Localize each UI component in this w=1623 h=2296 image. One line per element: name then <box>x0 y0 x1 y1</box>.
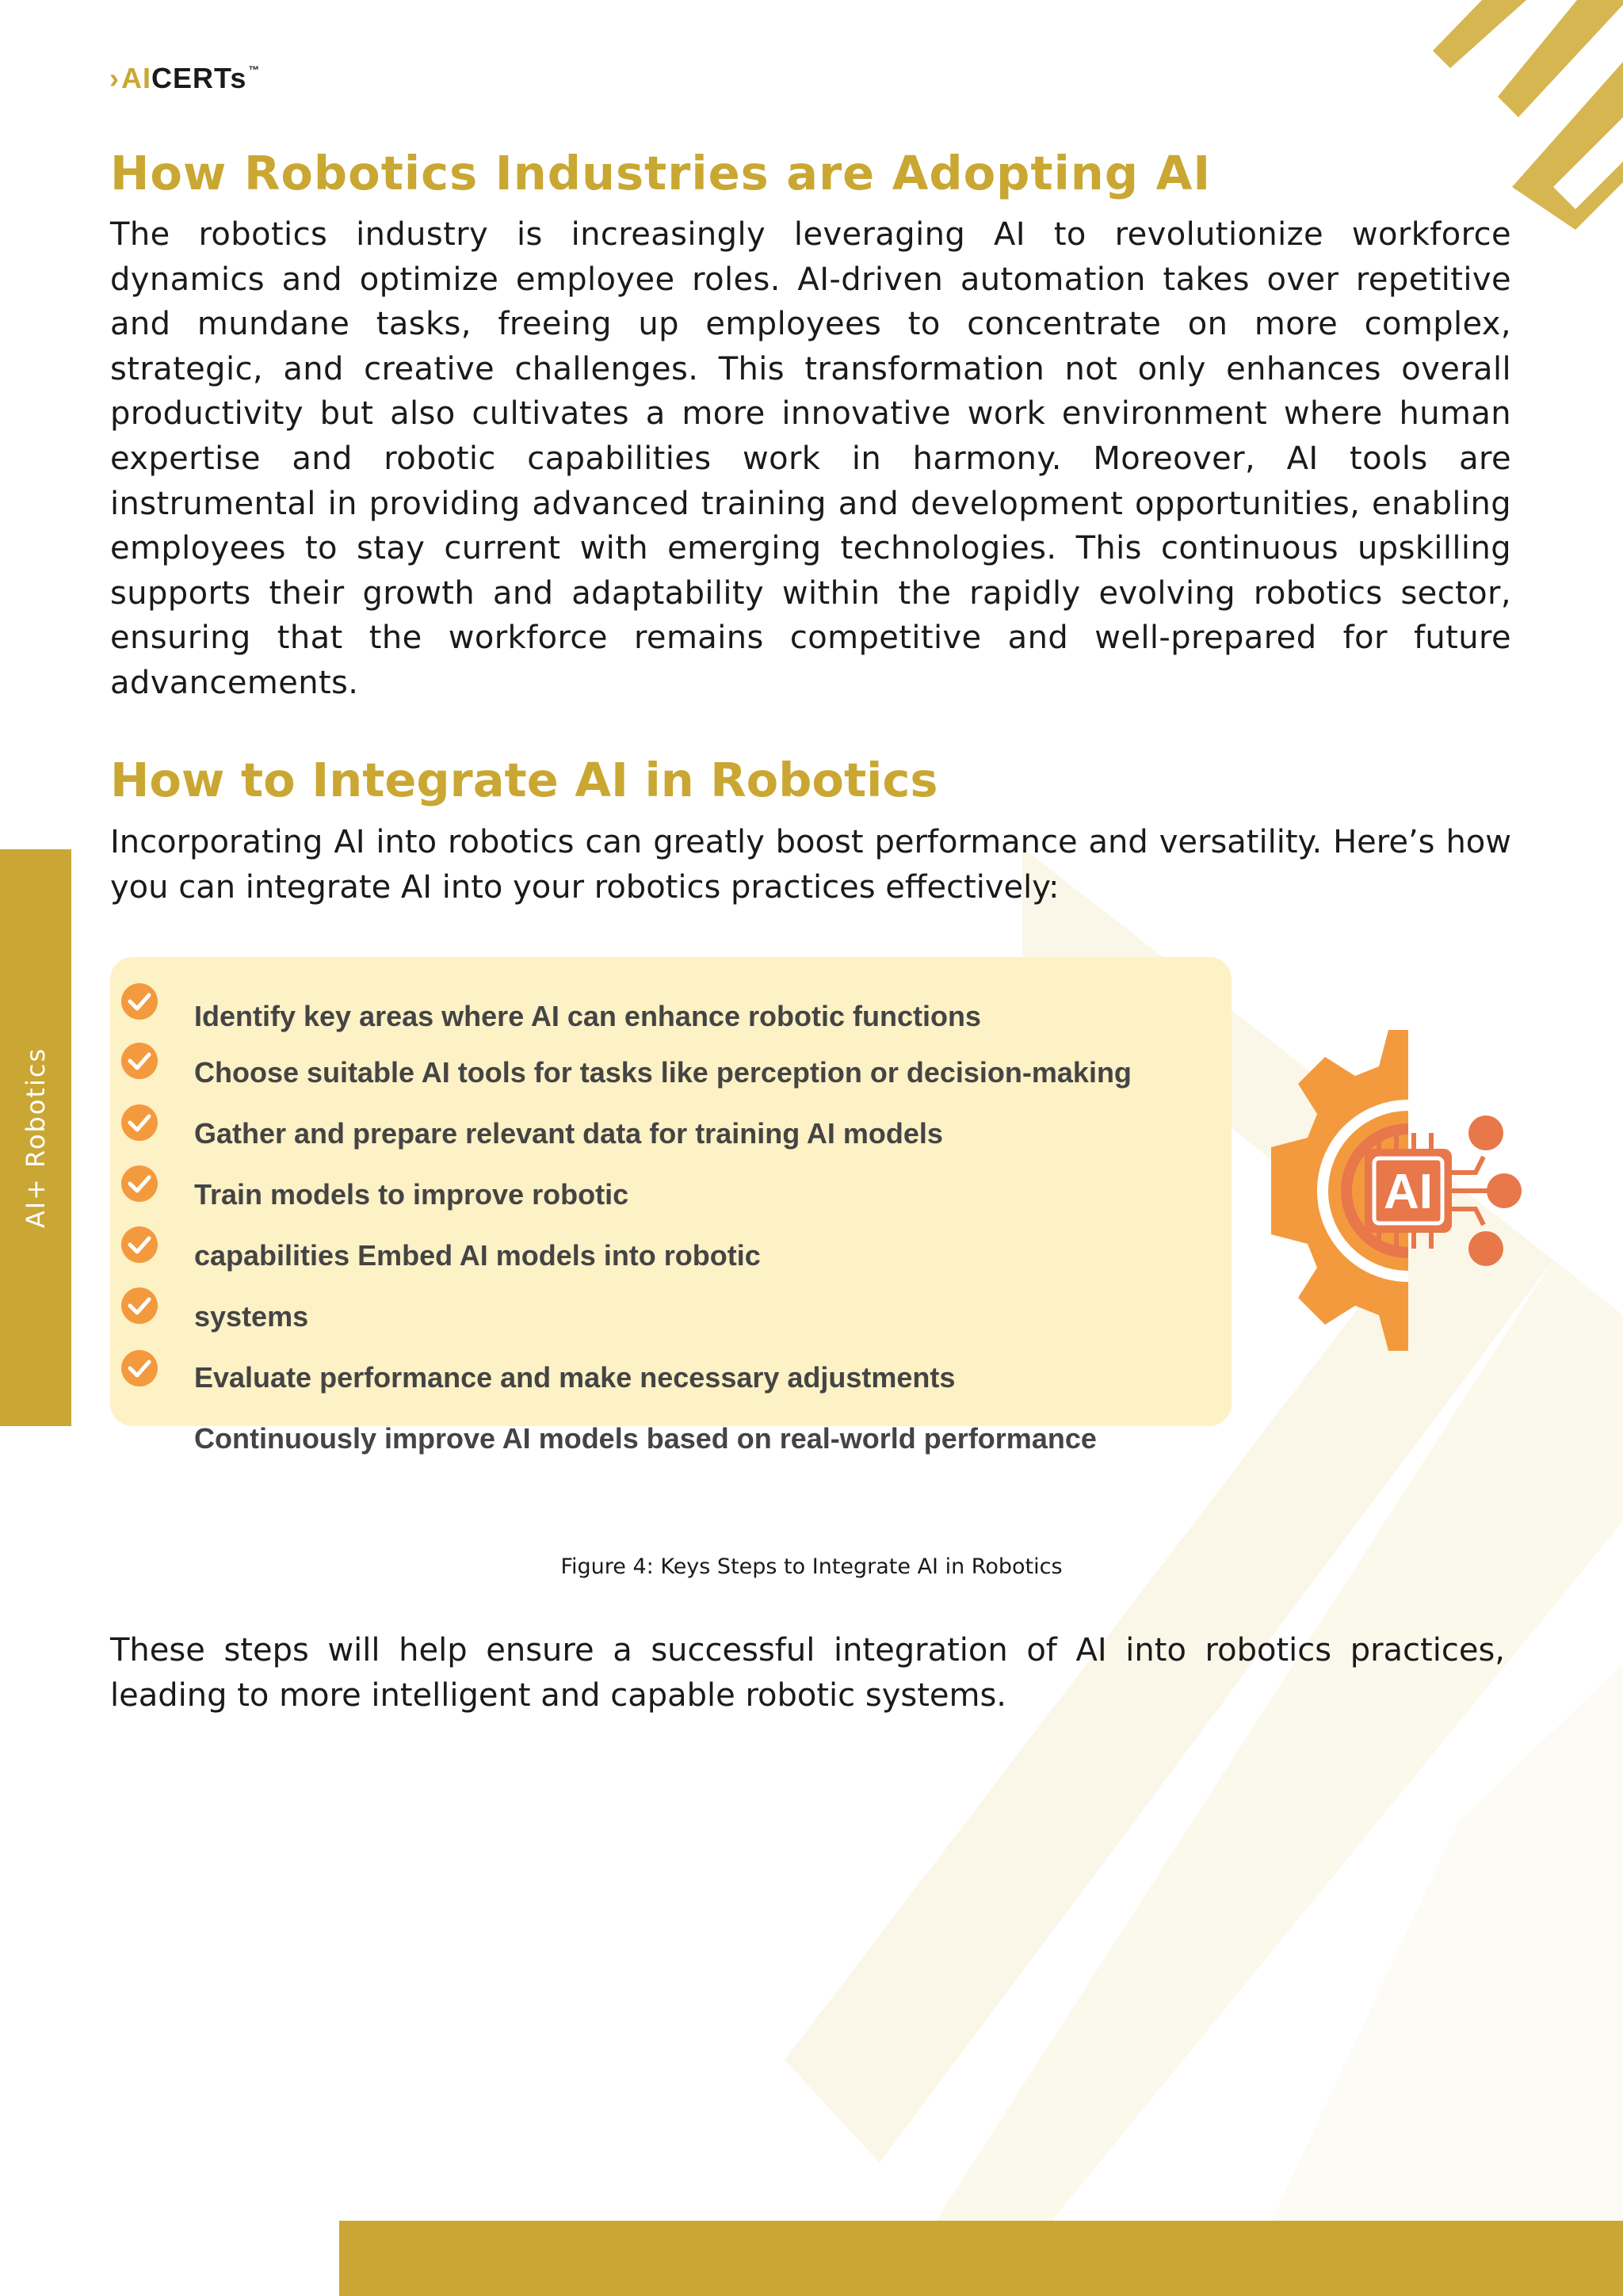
check-icon <box>120 1287 158 1325</box>
step-item: Gather and prepare relevant data for training AI models <box>194 1117 943 1150</box>
heading-adopting-ai: How Robotics Industries are Adopting AI <box>110 146 1212 200</box>
check-icon <box>120 1104 158 1142</box>
logo-trademark: ™ <box>248 63 261 76</box>
check-icon <box>120 1349 158 1387</box>
step-item: Identify key areas where AI can enhance robotic functions <box>194 1000 981 1032</box>
step-item: Evaluate performance and make necessary adjustments <box>194 1361 956 1394</box>
logo-arrow-icon: › <box>109 62 120 94</box>
step-item: systems <box>194 1300 309 1333</box>
gear-icon-label: AI <box>1384 1165 1433 1219</box>
aicerts-logo <box>109 62 260 95</box>
check-icon <box>120 1226 158 1264</box>
check-icon <box>120 1165 158 1203</box>
side-tab-label: AI+ Robotics <box>21 1047 51 1229</box>
heading-integrate-ai: How to Integrate AI in Robotics <box>110 753 938 807</box>
check-icon <box>120 1042 158 1080</box>
logo-certs-text: CERTs <box>151 62 247 94</box>
step-item: Choose suitable AI tools for tasks like perception or decision-making <box>194 1056 1132 1089</box>
step-item: Continuously improve AI models based on real-world performance <box>194 1422 1097 1455</box>
check-icon <box>120 982 158 1020</box>
step-item: capabilities Embed AI models into robotic <box>194 1239 761 1272</box>
side-tab <box>0 849 71 1426</box>
footer-bar <box>339 2221 1623 2296</box>
step-item: Train models to improve robotic <box>194 1178 629 1211</box>
ai-gear-icon <box>1246 1030 1523 1351</box>
paragraph-adopting-ai: The robotics industry is increasingly leveraging AI to revolutionize workforce dynamics and optimize employee roles. AI-driven automation takes over repetitive and mundane tasks, freeing up employees to concentrate on more complex, strategic, and creative challenges. This transformation not only enhances overall productivity but also cultivates a more innovative work environment where human expertise and robotic capabilities work in harmony. Moreover, AI tools are instrumental in providing advanced training and development opportunities, enabling employees to stay current with emerging technologies. This continuous upskilling supports their growth and adaptability within the rapidly evolving robotics sector, ensuring that the workforce remains competitive and well-prepared for future advancements. <box>110 216 1511 701</box>
paragraph-closing: These steps will help ensure a successful integration of AI into robotics practices, leading to more intelligent and capable robotic systems. <box>110 1632 1505 1714</box>
figure-caption: Figure 4: Keys Steps to Integrate AI in Robotics <box>560 1554 1063 1579</box>
paragraph-integrate-ai: Incorporating AI into robotics can greatly boost performance and versatility. Here’s how you can integrate AI into your robotics practices effectively: <box>110 824 1511 906</box>
logo-ai-text: AI <box>121 62 151 94</box>
